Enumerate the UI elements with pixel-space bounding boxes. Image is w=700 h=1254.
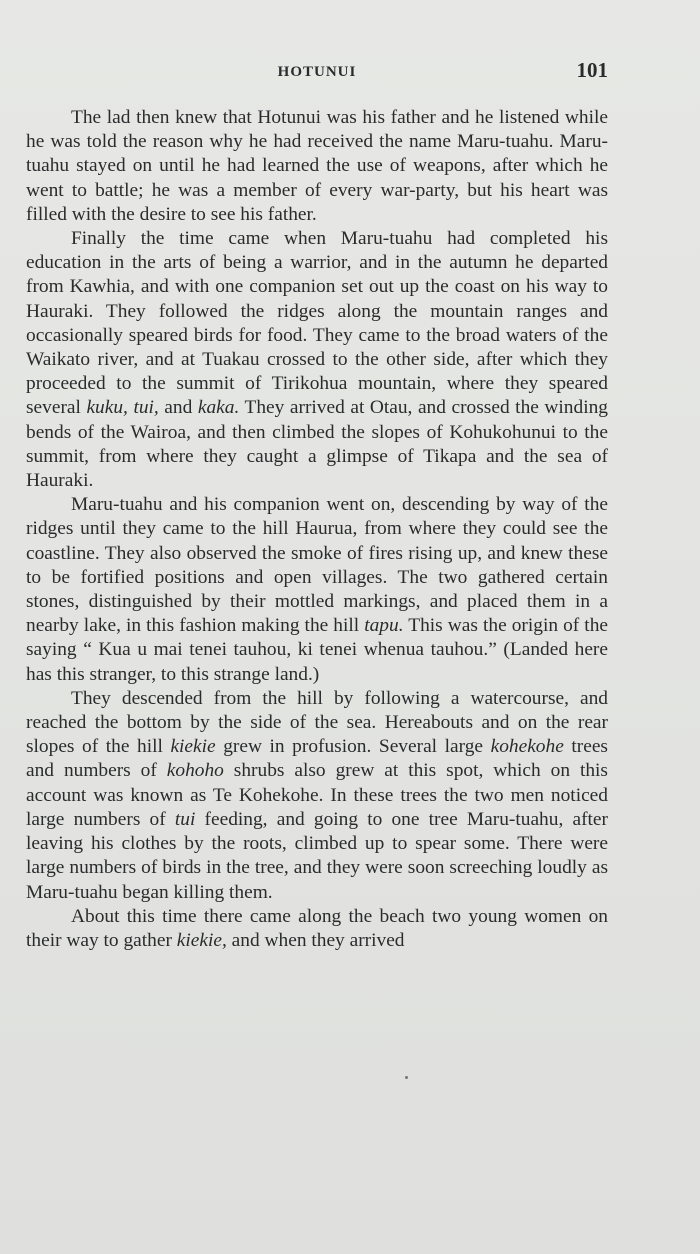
paragraph-5 (26, 905, 608, 953)
italic-term: kiekie, (176, 929, 227, 951)
paragraph-4 (26, 687, 608, 905)
text-run: shrubs also grew at this spot, which on this account was known as Te Kohekohe. In these trees the two men noticed large numbers of (26, 760, 608, 830)
text-run: and (158, 397, 198, 419)
text-run: and when they arrived (226, 929, 405, 951)
text-run: Maru-tuahu and his companion went on, descending by way of the ridges until they came to the hill Haurua, from where they could see the coastline. They also observed the smoke of fires rising up, and knew these to be fortified positions and open villages. The two gathered certain stones, distinguished by their mottled markings, and placed them in a nearby lake, in this fashion making the hill (26, 494, 608, 637)
text-run: feeding, and going to one tree Maru-tuahu, after leaving his clothes by the roots, climbed up to spear some. There were large numbers of birds in the tree, and they were soon screeching loudly as Maru-tuahu began killing them. (26, 808, 608, 903)
paragraph-1 (26, 106, 608, 227)
italic-term: kuku, tui, (86, 397, 159, 419)
text-run: grew in profusion. Several large (215, 736, 491, 758)
italic-term: tapu. (364, 615, 404, 637)
text-run: Finally the time came when Maru-tuahu had completed his education in the arts of being a warrior, and in the autumn he departed from Kawhia, and with one companion set out up the coast on his way to Hauraki. They followed the ridges along the mountain ranges and occasionally speared birds for food. They came to the broad waters of the Waikato river, and at Tuakau crossed to the other side, after which they proceeded to the summit of Tirikohua mountain, where they speared several (26, 228, 608, 419)
running-head: HOTUNUI (277, 64, 357, 80)
text-run: This was the origin of the saying “ Kua u mai tenei tauhou, ki tenei whenua tauhou.” (Landed here has this stranger, to this strange land.) (26, 615, 608, 685)
paragraph-3 (26, 493, 608, 687)
italic-term: kohekohe (490, 736, 564, 758)
italic-term: kohoho (166, 760, 224, 782)
text-run: They descended from the hill by following a watercourse, and reached the bottom by the side of the sea. Hereabouts and on the rear slopes of the hill (26, 687, 608, 758)
text-run: About this time there came along the beach two young women on their way to gather (26, 905, 608, 951)
print-speck (405, 1076, 408, 1079)
paragraph-2 (26, 227, 608, 493)
text-run: The lad then knew that Hotunui was his father and he listened while he was told the reason why he had received the name Maru-tuahu. Maru-tuahu stayed on until he had learned the use of weapons, after which he went to battle; he was a member of every war-party, but his heart was filled with the desire to see his father. (26, 107, 608, 225)
page-number: 101 (576, 58, 608, 82)
text-run: trees and numbers of (26, 736, 608, 782)
italic-term: kiekie (170, 736, 216, 758)
page-header (26, 58, 608, 86)
italic-term: kaka. (197, 397, 240, 419)
italic-term: tui (174, 808, 196, 830)
body-text (26, 106, 608, 953)
text-run: They arrived at Otau, and crossed the winding bends of the Wairoa, and then climbed the slopes of Kohukohunui to the summit, from where they caught a glimpse of Tikapa and the sea of Hauraki. (26, 397, 608, 492)
